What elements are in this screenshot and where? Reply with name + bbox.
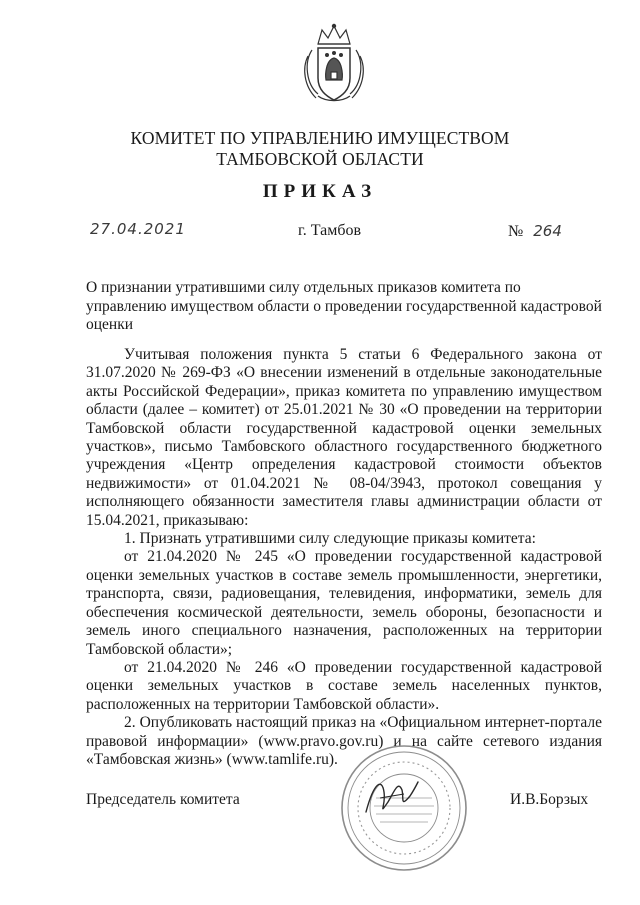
preamble-paragraph: Учитывая положения пункта 5 статьи 6 Федерального закона от 31.07.2020 № 269-ФЗ «О внесении изменений в отдельные законодательные акты Российской Федерации», приказ комитета по управлению имуществом области (далее – комитет) от 25.01.2021 № 30 «О проведении на территории Тамбовской области государственной кадастровой оценки земельных участков», письмо Тамбовского областного государственного бюджетного учреждения «Центр определения кадастровой стоимости объектов недвижимости» от 01.04.2021 № 08-04/3943, протокол совещания у исполняющего обязанности заместителя главы администрации области от 15.04.2021, приказываю: — [86, 346, 602, 529]
coat-of-arms-icon — [298, 22, 370, 106]
order-item-2: 2. Опубликовать настоящий приказ на «Официальном интернет-портале правовой информации» (www.pravo.gov.ru) и на сайте сетевого издания «Тамбовская жизнь» (www.tamlife.ru). — [86, 714, 602, 768]
document-number: 264 — [533, 222, 562, 240]
order-item-1a: от 21.04.2020 № 245 «О проведении государственной кадастровой оценки земельных участков в составе земель промышленности, энергетики, транспорта, связи, радиовещания, телевидения, информатики, земель для обеспечения космической деятельности, земель обороны, безопасности и земель иного специального назначения, расположенных на территории Тамбовской области»; — [86, 548, 602, 658]
order-item-1: 1. Признать утратившими силу следующие приказы комитета: — [124, 530, 536, 548]
order-item-1b: от 21.04.2020 № 246 «О проведении государственной кадастровой оценки земельных участков в составе земель населенных пунктов, расположенных на территории Тамбовской области». — [86, 658, 602, 713]
issuer-name-line1: КОМИТЕТ ПО УПРАВЛЕНИЮ ИМУЩЕСТВОМ — [130, 128, 510, 148]
document-type-title: ПРИКАЗ — [262, 181, 378, 202]
handwritten-signature — [360, 772, 420, 822]
document-number-label: № — [508, 223, 524, 240]
document-city: г. Тамбов — [298, 222, 362, 239]
document-date: 27.04.2021 — [90, 220, 186, 238]
signatory-name: И.В.Борзых — [510, 791, 589, 808]
document-body — [86, 346, 602, 769]
issuer-name-line2: ТАМБОВСКОЙ ОБЛАСТИ — [216, 149, 424, 169]
signatory-title: Председатель комитета — [86, 791, 240, 808]
document-number-group — [508, 222, 562, 241]
issuer-header — [0, 128, 640, 170]
document-subject: О признании утратившими силу отдельных приказов комитета по управлению имуществом области о проведении государственной кадастровой оценки — [86, 279, 602, 333]
document-meta-row — [0, 220, 640, 244]
